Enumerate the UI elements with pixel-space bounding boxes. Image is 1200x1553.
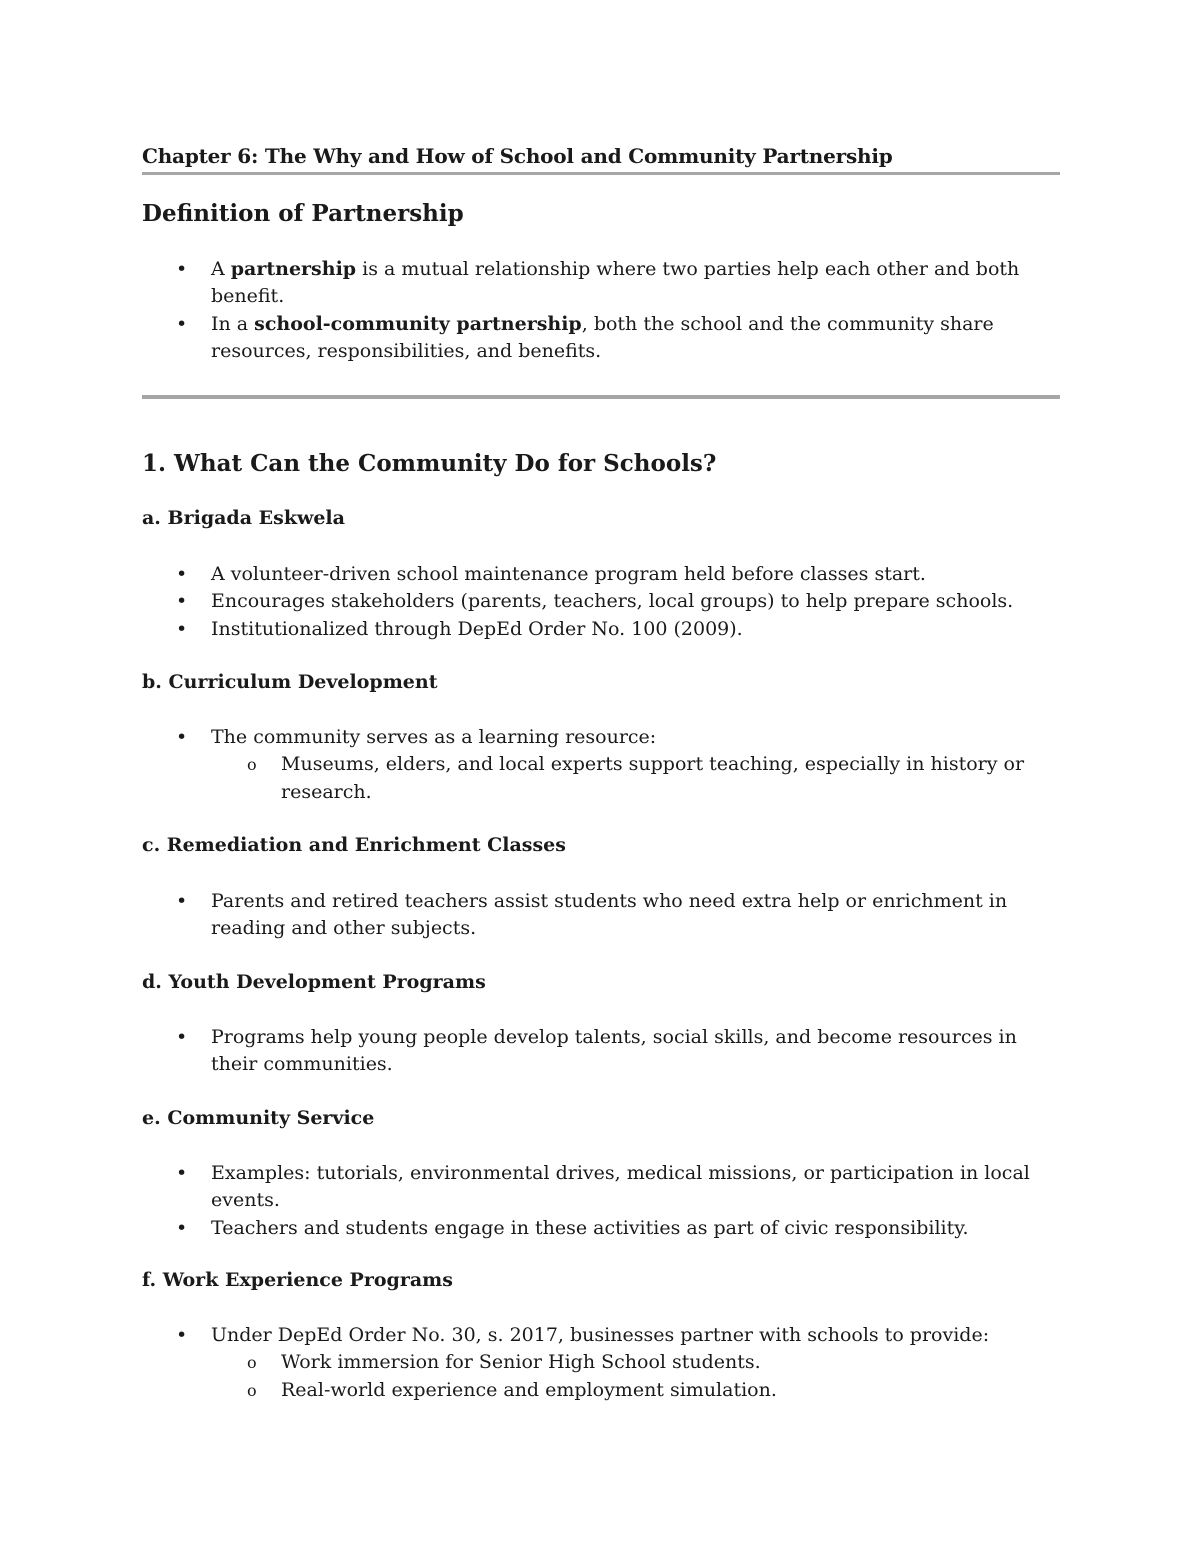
bullet-icon: •	[176, 726, 188, 748]
sub-list-item: o Museums, elders, and local experts support teaching, especially in history or research.	[247, 753, 1025, 803]
list-item: • Teachers and students engage in these activities as part of civic responsibility.	[142, 1215, 1060, 1242]
subsection-heading-d: d. Youth Development Programs	[142, 971, 486, 993]
bold-term: school-community partnership	[254, 312, 582, 335]
list-item: • A volunteer-driven school maintenance program held before classes start.	[142, 561, 1060, 588]
bullet-icon: •	[176, 1216, 188, 1239]
section-heading: 1. What Can the Community Do for Schools?	[142, 450, 717, 477]
list-curriculum-development	[142, 724, 1060, 806]
section-divider	[142, 395, 1060, 399]
bullet-icon: •	[176, 1026, 188, 1048]
list-youth-development	[142, 1024, 1060, 1079]
list-item: • Programs help young people develop talents, social skills, and become resources in their communities.	[176, 1026, 1017, 1076]
sub-list	[211, 751, 1060, 806]
list-item: • A partnership is a mutual relationship where two parties help each other and both benefit.	[176, 258, 1020, 308]
subsection-heading-a: a. Brigada Eskwela	[142, 507, 345, 529]
sub-list-item: o Work immersion for Senior High School students.	[209, 1349, 1060, 1376]
list-item: • Examples: tutorials, environmental drives, medical missions, or participation in local events.	[176, 1162, 1030, 1212]
list-item: • The community serves as a learning resource: o Museums, elders, and local experts support teaching, especially in history or research.	[142, 724, 1060, 806]
list-item: • Parents and retired teachers assist students who need extra help or enrichment in reading and other subjects.	[176, 890, 1008, 940]
subsection-heading-c: c. Remediation and Enrichment Classes	[142, 834, 566, 856]
bullet-icon: •	[176, 563, 188, 585]
bold-term: partnership	[230, 258, 357, 280]
list-item: • Institutionalized through DepEd Order No. 100 (2009).	[142, 616, 1060, 643]
bullet-icon: •	[176, 1324, 188, 1346]
sub-list-item: o Real-world experience and employment simulation.	[209, 1377, 1060, 1404]
sub-bullet-icon: o	[247, 755, 257, 775]
sub-list	[211, 1349, 1060, 1404]
header-rule	[142, 172, 1060, 175]
bullet-icon: •	[176, 617, 188, 640]
list-brigada-eskwela	[142, 561, 1060, 643]
sub-bullet-icon: o	[247, 1353, 257, 1373]
bullet-icon: •	[176, 590, 188, 613]
bullet-icon: •	[176, 258, 188, 280]
subsection-heading-f: f. Work Experience Programs	[142, 1269, 453, 1291]
list-item: • In a school-community partnership, both the school and the community share resources, responsibilities, and benefits.	[176, 312, 994, 363]
list-remediation	[142, 888, 1060, 943]
bullet-icon: •	[176, 890, 188, 912]
subsection-heading-b: b. Curriculum Development	[142, 671, 438, 693]
list-community-service	[142, 1160, 1060, 1242]
sub-bullet-icon: o	[247, 1380, 257, 1400]
subsection-heading-e: e. Community Service	[142, 1107, 375, 1129]
list-item: • Encourages stakeholders (parents, teachers, local groups) to help prepare schools.	[142, 588, 1060, 615]
definition-list	[142, 256, 1060, 366]
bullet-icon: •	[176, 312, 188, 335]
bullet-icon: •	[176, 1162, 188, 1184]
chapter-title: Chapter 6: The Why and How of School and Community Partnership	[142, 144, 893, 168]
definition-heading: Definition of Partnership	[142, 200, 464, 227]
list-work-experience	[142, 1322, 1060, 1404]
list-item: • Under DepEd Order No. 30, s. 2017, businesses partner with schools to provide: o Work immersion for Senior High School students. o Real-world experience and employment simulation.	[142, 1322, 1060, 1404]
